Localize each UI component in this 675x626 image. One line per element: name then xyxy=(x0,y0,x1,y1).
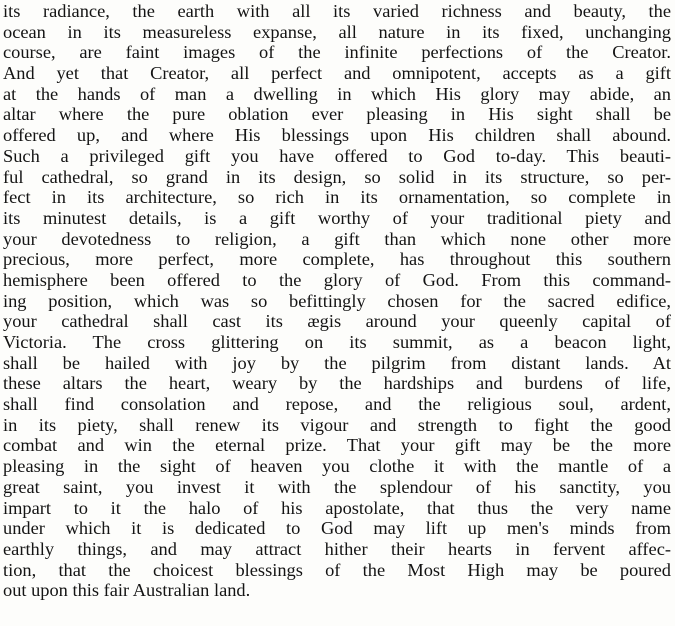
text-line-6: altar where the pure oblation ever pleasing in His sight shall be xyxy=(3,104,671,125)
text-line-23: pleasing in the sight of heaven you clothe it with the mantle of a xyxy=(3,456,671,477)
text-line-20: shall find consolation and repose, and the religious soul, ardent, xyxy=(3,394,671,415)
text-line-7: offered up, and where His blessings upon His children shall abound. xyxy=(3,125,671,146)
text-line-10: fect in its architecture, so rich in its ornamentation, so complete in xyxy=(3,187,671,208)
text-line-16: your cathedral shall cast its ægis around your queenly capital of xyxy=(3,311,671,332)
text-line-15: ing position, which was so befittingly chosen for the sacred edifice, xyxy=(3,290,671,311)
text-line-29: out upon this fair Australian land. xyxy=(3,580,251,601)
text-line-4: And yet that Creator, all perfect and omnipotent, accepts as a gift xyxy=(3,63,671,84)
text-line-1: its radiance, the earth with all its varied richness and beauty, the xyxy=(3,1,671,21)
text-line-12: your devotedness to religion, a gift than which none other more xyxy=(3,228,671,249)
text-line-25: impart to it the halo of his apostolate, that thus the very name xyxy=(3,497,671,518)
text-line-8: Such a privileged gift you have offered to God to-day. This beauti- xyxy=(3,145,671,166)
text-line-5: at the hands of man a dwelling in which His glory may abide, an xyxy=(3,83,671,104)
text-line-24: great saint, you invest it with the splendour of his sanctity, you xyxy=(3,476,671,497)
text-line-2: ocean in its measureless expanse, all nature in its fixed, unchanging xyxy=(3,21,671,42)
text-line-9: ful cathedral, so grand in its design, so solid in its structure, so per- xyxy=(3,166,671,187)
article-text-column xyxy=(3,1,671,601)
text-line-22: combat and win the eternal prize. That your gift may be the more xyxy=(3,435,671,456)
text-line-28: tion, that the choicest blessings of the Most High may be poured xyxy=(3,559,671,580)
text-line-13: precious, more perfect, more complete, has throughout this southern xyxy=(3,249,671,270)
text-line-3: course, are faint images of the infinite perfections of the Creator. xyxy=(3,42,671,63)
text-line-14: hemisphere been offered to the glory of God. From this command- xyxy=(3,269,671,290)
text-line-21: in its piety, shall renew its vigour and strength to fight the good xyxy=(3,414,671,435)
text-line-26: under which it is dedicated to God may lift up men's minds from xyxy=(3,518,671,539)
text-line-18: shall be hailed with joy by the pilgrim from distant lands. At xyxy=(3,352,671,373)
text-line-11: its minutest details, is a gift worthy of your traditional piety and xyxy=(3,207,671,228)
text-line-17: Victoria. The cross glittering on its summit, as a beacon light, xyxy=(3,332,671,352)
text-line-19: these altars the heart, weary by the hardships and burdens of life, xyxy=(3,373,671,394)
text-line-27: earthly things, and may attract hither their hearts in fervent affec- xyxy=(3,538,671,559)
